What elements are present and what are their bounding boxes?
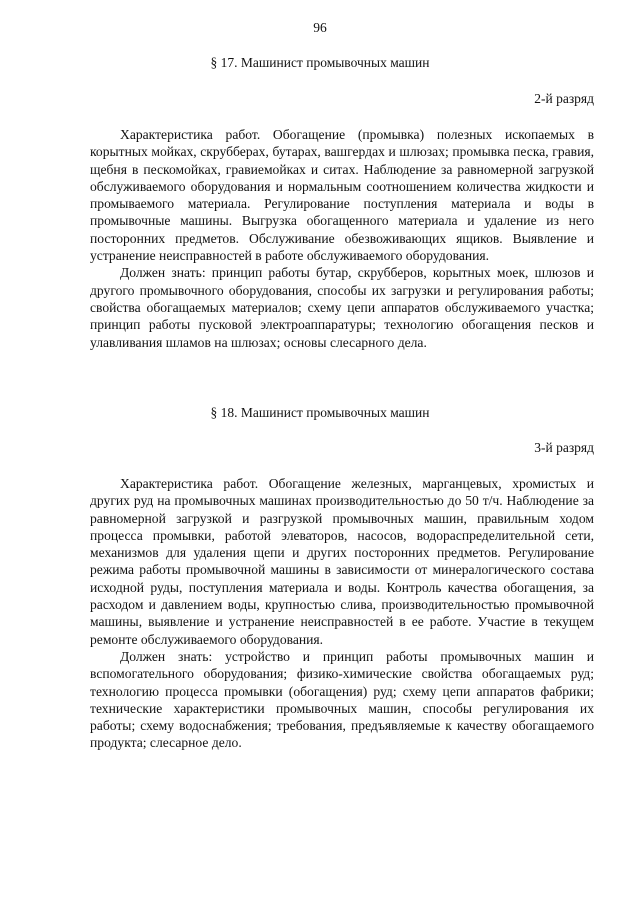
page-number: 96 — [313, 20, 327, 35]
section-18-grade: 3-й разряд — [534, 440, 594, 455]
section-18-body — [90, 475, 594, 752]
section-17-body — [90, 126, 594, 351]
section-17-must-know: Должен знать: принцип работы бутар, скрубберов, корытных моек, шлюзов и другого промывочного оборудования, способы их загрузки и регулирования работы; свойства обогащаемых материалов; схему цепи аппаратов обслуживаемого участка; принцип работы пусковой электроаппаратуры; технологию обогащения песков и улавливания шламов на шлюзах; основы слесарного дела. — [90, 265, 594, 350]
section-17-grade: 2-й разряд — [534, 91, 594, 106]
section-17-title: § 17. Машинист промывочных машин — [210, 55, 430, 70]
section-18-characteristics: Характеристика работ. Обогащение железных, марганцевых, хромистых и других руд на промывочных машинах производительностью до 50 т/ч. Наблюдение за равномерной загрузкой и разгрузкой промывочных машин, правильным ходом процесса промывки, работой элеваторов, насосов, водораспределительной сети, механизмов для удаления щепи и других посторонних предметов. Регулирование режима работы промывочной машины в зависимости от минералогического состава исходной руды, поступления материала и воды. Контроль качества обогащения, за расходом и давлением воды, крупностью слива, производительностью промывочной машины, выявление и устранение неисправностей в ее работе. Участие в текущем ремонте обслуживаемого оборудования. — [90, 476, 594, 647]
section-18-title: § 18. Машинист промывочных машин — [210, 405, 430, 420]
section-18-must-know: Должен знать: устройство и принцип работы промывочных машин и вспомогательного оборудования; физико-химические свойства обогащаемых руд; технологию процесса промывки (обогащения) руд; схему цепи аппаратов фабрики; технические характеристики промывочных машин, способы регулирования их работы; схему водоснабжения; требования, предъявляемые к качеству обогащаемого продукта; слесарное дело. — [90, 648, 594, 751]
section-17-characteristics: Характеристика работ. Обогащение (промывка) полезных ископаемых в корытных мойках, скрубберах, бутарах, вашгердах и шлюзах; промывка песка, гравия, щебня в пескомойках, гравиемойках и ситах. Наблюдение за равномерной загрузкой обслуживаемого оборудования и нормальным соотношением количества жидкости и промываемого материала. Регулирование поступления материала и воды в промывочные машины. Выгрузка обогащенного материала и удаление из него посторонних предметов. Обслуживание обезвоживающих ящиков. Выявление и устранение неисправностей в работе обслуживаемого оборудования. — [90, 127, 594, 264]
